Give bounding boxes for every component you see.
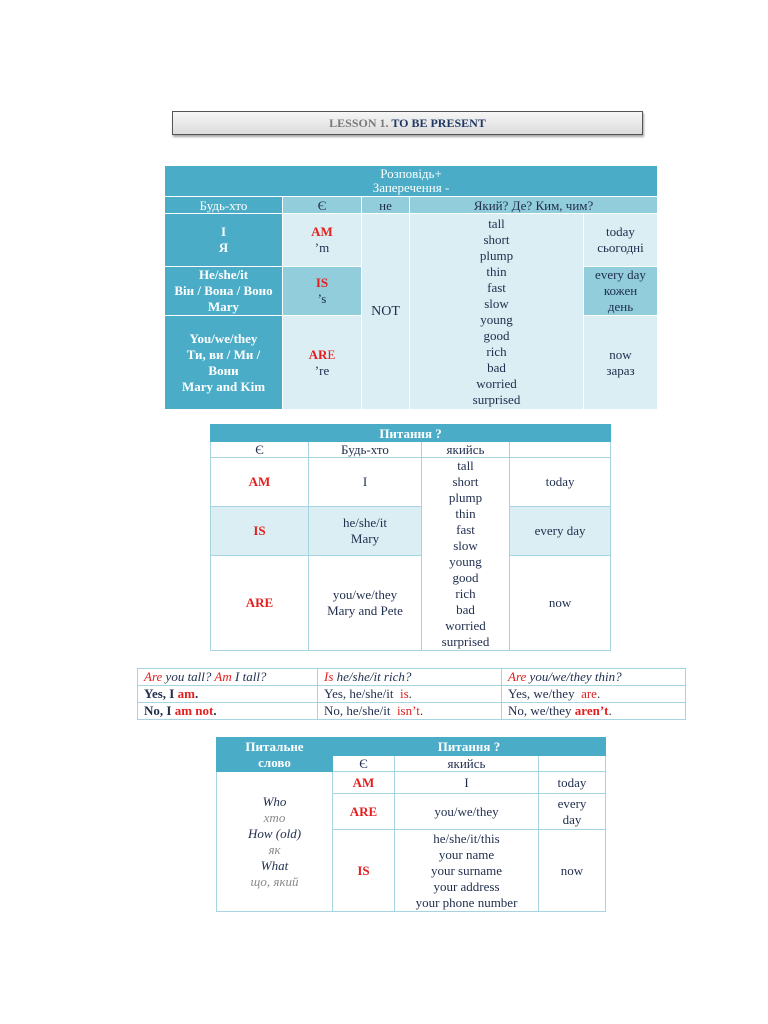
list-item: he/she/it/this	[433, 830, 500, 846]
list-item: plump	[479, 247, 514, 263]
question-you: Are you tall? Am I tall?	[138, 669, 318, 686]
list-item: bad	[456, 602, 475, 617]
lesson-number: LESSON 1.	[329, 116, 389, 130]
table4-header: Питання ?	[333, 738, 606, 756]
verb-am: AM	[333, 772, 395, 794]
answer-yes-i: Yes, I am.	[138, 686, 318, 703]
list-item: tall	[488, 215, 505, 231]
time-today: today сьогодні	[584, 214, 658, 267]
list-item: tall	[457, 458, 474, 473]
verb-is: IS	[333, 830, 395, 912]
statement-negation-table	[164, 165, 658, 410]
list-item: good	[483, 327, 510, 343]
list-item: slow	[453, 538, 478, 553]
verb-is: IS ’s	[283, 267, 362, 316]
pronoun-you-we-they: you/we/they	[395, 794, 539, 830]
is-items-cell	[395, 830, 539, 912]
list-item: young	[480, 311, 513, 327]
col-anyone: Будь-хто	[309, 442, 422, 458]
list-item: fast	[487, 279, 506, 295]
col-time	[510, 442, 611, 458]
col-not: не	[362, 197, 410, 214]
time-now: now	[539, 830, 606, 912]
qword-header: Питальне слово	[217, 738, 333, 772]
col-is: Є	[333, 756, 395, 772]
list-item: your surname	[430, 862, 503, 878]
pronoun-he-she-it: He/she/it Він / Вона / Воно Mary	[165, 267, 283, 316]
pronoun-i: I	[395, 772, 539, 794]
list-item: slow	[484, 295, 509, 311]
list-item: bad	[487, 359, 506, 375]
list-item: worried	[445, 618, 486, 633]
verb-are: ARE	[333, 794, 395, 830]
time-today: today	[510, 458, 611, 507]
lesson-topic: TO BE PRESENT	[391, 116, 486, 130]
verb-is: IS	[211, 507, 309, 556]
questions-table	[210, 424, 611, 651]
list-item: rich	[455, 586, 476, 601]
qword-how: How (old)	[247, 825, 302, 841]
list-item: thin	[486, 263, 507, 279]
verb-am: AM	[211, 458, 309, 507]
lesson-title	[172, 111, 643, 135]
qword-who-ua: хто	[263, 809, 286, 825]
qword-what: What	[260, 857, 289, 873]
time-now: now	[510, 556, 611, 651]
pronoun-i: I Я	[165, 214, 283, 267]
list-item: thin	[455, 506, 476, 521]
col-is: Є	[283, 197, 362, 214]
answer-yes-he: Yes, he/she/it is.	[318, 686, 502, 703]
list-item: surprised	[472, 391, 521, 407]
time-every-day: every day	[510, 507, 611, 556]
pronoun-you-we-they: You/we/they Ти, ви / Ми / Вони Mary and Kim	[165, 316, 283, 410]
short-answers-table	[137, 668, 686, 720]
qword-how-ua: як	[268, 841, 281, 857]
qword-who: Who	[262, 793, 287, 809]
list-item: your name	[438, 846, 495, 862]
list-item: rich	[486, 343, 507, 359]
col-which: Який? Де? Ким, чим?	[410, 197, 658, 214]
list-item: worried	[476, 375, 517, 391]
verb-are: ARE ’re	[283, 316, 362, 410]
adjectives-cell	[410, 214, 584, 410]
question-words-table	[216, 737, 606, 912]
pronoun-he-she-it: he/she/it Mary	[309, 507, 422, 556]
col-is: Є	[211, 442, 309, 458]
time-today: today	[539, 772, 606, 794]
answer-no-i: No, I am not.	[138, 703, 318, 720]
adjectives-cell	[422, 458, 510, 651]
list-item: good	[452, 570, 479, 585]
list-item: plump	[448, 490, 483, 505]
qwords-cell	[217, 772, 333, 912]
time-every-day: every day кожен день	[584, 267, 658, 316]
list-item: surprised	[441, 634, 490, 649]
not-cell: NOT	[362, 214, 410, 410]
question-you-we-they: Are you/we/they thin?	[502, 669, 686, 686]
time-now: now зараз	[584, 316, 658, 410]
list-item: young	[449, 554, 482, 569]
list-item: short	[483, 231, 510, 247]
answer-no-we: No, we/they aren’t.	[502, 703, 686, 720]
answer-no-he: No, he/she/it isn’t.	[318, 703, 502, 720]
pronoun-i: I	[309, 458, 422, 507]
col-which: якийсь	[395, 756, 539, 772]
pronoun-you-we-they: you/we/they Mary and Pete	[309, 556, 422, 651]
verb-are: ARE	[211, 556, 309, 651]
list-item: fast	[456, 522, 475, 537]
table2-header: Питання ?	[211, 425, 611, 442]
answer-yes-we: Yes, we/they are.	[502, 686, 686, 703]
verb-am: AM ’m	[283, 214, 362, 267]
time-every-day: every day	[539, 794, 606, 830]
list-item: your address	[433, 878, 500, 894]
question-he-she-it: Is he/she/it rich?	[318, 669, 502, 686]
qword-what-ua: що, який	[250, 873, 299, 889]
table1-header: Розповідь+ Заперечення -	[165, 166, 658, 197]
col-time	[539, 756, 606, 772]
list-item: short	[452, 474, 479, 489]
list-item: your phone number	[415, 894, 518, 910]
col-anyone: Будь-хто	[165, 197, 283, 214]
col-which: якийсь	[422, 442, 510, 458]
